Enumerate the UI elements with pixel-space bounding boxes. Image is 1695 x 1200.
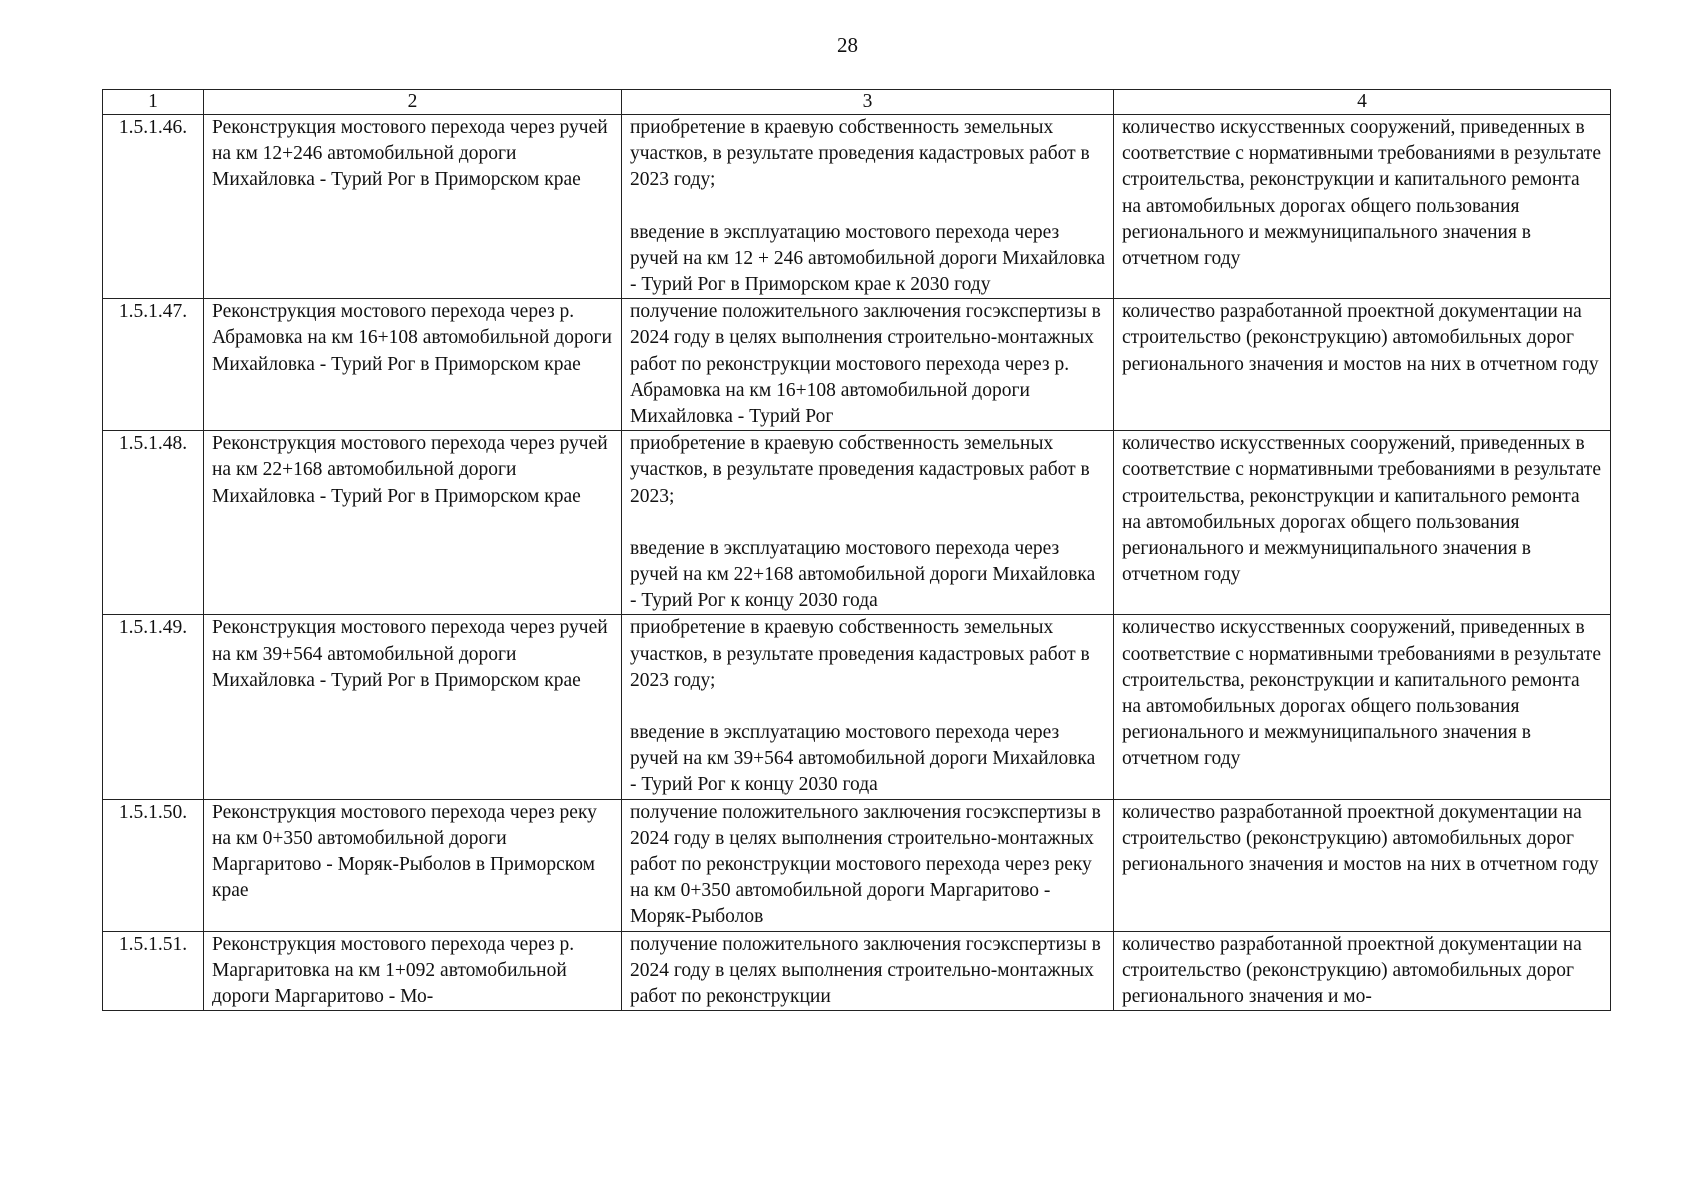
- measure-name: Реконструкция мостового перехода через реку на км 0+350 автомобильной дороги Маргаритово - Моряк-Рыболов в Приморском крае: [204, 799, 622, 931]
- row-number: 1.5.1.48.: [103, 431, 204, 615]
- result-paragraph: введение в эксплуатацию мостового перехода через ручей на км 22+168 автомобильной дороги Михайловка - Турий Рог к концу 2030 года: [630, 537, 1096, 612]
- result-paragraph: получение положительного заключения госэкспертизы в 2024 году в целях выполнения строительно-монтажных работ по реконструкции мостового перехода через реку на км 0+350 автомобильной дороги Маргаритово - Моряк-Рыболов: [630, 801, 1101, 928]
- header-cell-4: 4: [1114, 90, 1611, 115]
- measure-indicator: количество разработанной проектной документации на строительство (реконструкцию) автомобильных дорог регионального значения и мо-: [1114, 931, 1611, 1011]
- measure-name: Реконструкция мостового перехода через ручей на км 22+168 автомобильной дороги Михайловка - Турий Рог в Приморском крае: [204, 431, 622, 615]
- measure-result: [622, 799, 1114, 931]
- table-row: [103, 799, 1611, 931]
- measure-result: [622, 931, 1114, 1011]
- measure-indicator: количество искусственных сооружений, приведенных в соответствие с нормативными требованиями в результате строительства, реконструкции и капитального ремонта на автомобильных дорогах общего пользования регионального и межмуниципального значения в отчетном году: [1114, 615, 1611, 799]
- row-number: 1.5.1.47.: [103, 299, 204, 431]
- result-paragraph: введение в эксплуатацию мостового перехода через ручей на км 12 + 246 автомобильной дороги Михайловка - Турий Рог в Приморском крае к 2030 году: [630, 221, 1105, 296]
- measure-name: Реконструкция мостового перехода через р. Абрамовка на км 16+108 автомобильной дороги Михайловка - Турий Рог в Приморском крае: [204, 299, 622, 431]
- measure-indicator: количество разработанной проектной документации на строительство (реконструкцию) автомобильных дорог регионального значения и мостов на них в отчетном году: [1114, 799, 1611, 931]
- row-number: 1.5.1.50.: [103, 799, 204, 931]
- table-row: [103, 115, 1611, 299]
- measure-result: [622, 615, 1114, 799]
- row-number: 1.5.1.49.: [103, 615, 204, 799]
- row-number: 1.5.1.46.: [103, 115, 204, 299]
- measure-result: [622, 299, 1114, 431]
- header-cell-2: 2: [204, 90, 622, 115]
- measure-result: [622, 431, 1114, 615]
- measure-result: [622, 115, 1114, 299]
- measure-indicator: количество искусственных сооружений, приведенных в соответствие с нормативными требованиями в результате строительства, реконструкции и капитального ремонта на автомобильных дорогах общего пользования регионального и межмуниципального значения в отчетном году: [1114, 115, 1611, 299]
- result-paragraph: приобретение в краевую собственность земельных участков, в результате проведения кадастровых работ в 2023 году;: [630, 617, 1090, 691]
- document-table: [102, 89, 1611, 1011]
- page-number: 28: [837, 33, 858, 57]
- table-row: [103, 299, 1611, 431]
- measure-name: Реконструкция мостового перехода через р. Маргаритовка на км 1+092 автомобильной дороги Маргаритово - Мо-: [204, 931, 622, 1011]
- header-cell-3: 3: [622, 90, 1114, 115]
- result-paragraph: получение положительного заключения госэкспертизы в 2024 году в целях выполнения строительно-монтажных работ по реконструкции мостового перехода через р. Абрамовка на км 16+108 автомобильной дороги Михайловка - Турий Рог: [630, 301, 1101, 428]
- table-row: [103, 615, 1611, 799]
- header-cell-1: 1: [103, 90, 204, 115]
- table-row: [103, 431, 1611, 615]
- table-row: [103, 931, 1611, 1011]
- result-paragraph: приобретение в краевую собственность земельных участков, в результате проведения кадастровых работ в 2023 году;: [630, 117, 1090, 191]
- measure-indicator: количество искусственных сооружений, приведенных в соответствие с нормативными требованиями в результате строительства, реконструкции и капитального ремонта на автомобильных дорогах общего пользования регионального и межмуниципального значения в отчетном году: [1114, 431, 1611, 615]
- result-paragraph: приобретение в краевую собственность земельных участков, в результате проведения кадастровых работ в 2023;: [630, 433, 1090, 507]
- result-paragraph: получение положительного заключения госэкспертизы в 2024 году в целях выполнения строительно-монтажных работ по реконструкции: [630, 933, 1101, 1008]
- row-number: 1.5.1.51.: [103, 931, 204, 1011]
- measure-indicator: количество разработанной проектной документации на строительство (реконструкцию) автомобильных дорог регионального значения и мостов на них в отчетном году: [1114, 299, 1611, 431]
- result-paragraph: введение в эксплуатацию мостового перехода через ручей на км 39+564 автомобильной дороги Михайловка - Турий Рог к концу 2030 года: [630, 722, 1096, 796]
- table-header-row: [103, 90, 1611, 115]
- measure-name: Реконструкция мостового перехода через ручей на км 39+564 автомобильной дороги Михайловка - Турий Рог в Приморском крае: [204, 615, 622, 799]
- measure-name: Реконструкция мостового перехода через ручей на км 12+246 автомобильной дороги Михайловка - Турий Рог в Приморском крае: [204, 115, 622, 299]
